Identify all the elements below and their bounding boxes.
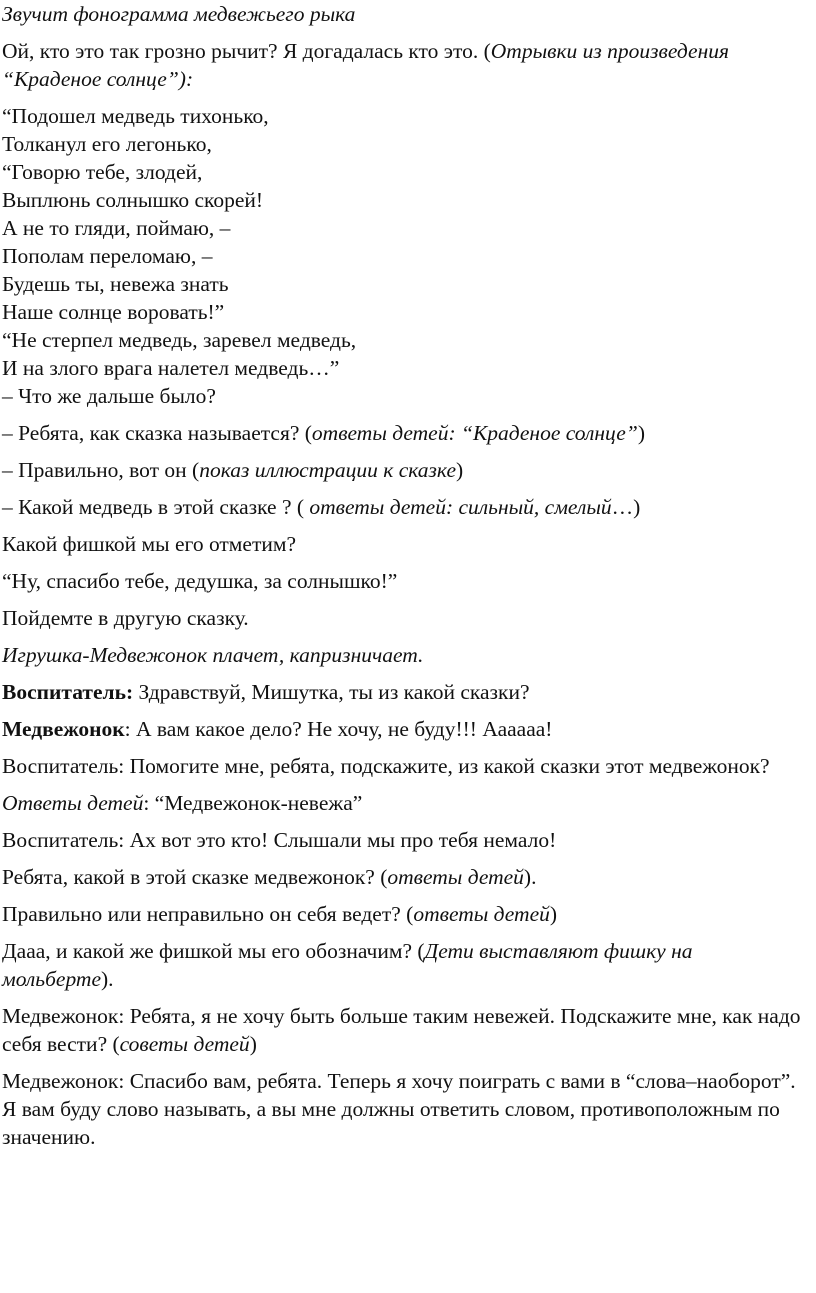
text: Ребята, какой в этой сказке медвежонок? (: [2, 865, 388, 889]
text-end: …): [611, 495, 641, 519]
text-end: ): [456, 458, 464, 482]
paragraph-bear-quality: [2, 493, 802, 521]
poem-line: Пополам переломаю, –: [2, 244, 213, 268]
text-end: ): [637, 421, 645, 445]
paragraph-illustration: [2, 456, 802, 484]
paragraph-question-title: [2, 419, 802, 447]
paragraph-cub-advice: [2, 1002, 802, 1058]
paragraph-next-tale: Пойдемте в другую сказку.: [2, 606, 249, 630]
speaker-label: Воспитатель:: [2, 680, 134, 704]
text-end: ).: [523, 865, 537, 889]
poem-line: “Не стерпел медведь, заревел медведь,: [2, 328, 357, 352]
italic-text: советы детей: [119, 1032, 250, 1056]
italic-text: ответы детей: [413, 902, 550, 926]
poem-line: “Говорю тебе, злодей,: [2, 160, 203, 184]
text: : А вам какое дело? Не хочу, не буду!!! Аааааа!: [124, 717, 553, 741]
italic-text: Дети выставляют фишку на мольберте: [2, 939, 693, 991]
text: – Правильно, вот он (: [2, 458, 200, 482]
italic-text: Ответы детей: [2, 791, 144, 815]
text-end: ): [549, 902, 558, 926]
italic-text: показ иллюстрации к сказке: [199, 458, 456, 482]
poem-line: “Подошел медведь тихонько,: [2, 104, 269, 128]
italic-text: ответы детей: [387, 865, 524, 889]
text: : “Медвежонок-невежа”: [143, 791, 363, 815]
stage-direction-toy: Игрушка-Медвежонок плачет, капризничает.: [2, 643, 424, 667]
text: Дааа, и какой же фишкой мы его обозначим? (: [2, 939, 425, 963]
text: – Какой медведь в этой сказке ? (: [2, 495, 310, 519]
poem-line: Будешь ты, невежа знать: [2, 272, 229, 296]
poem-line: А не то гляди, поймаю, –: [2, 216, 231, 240]
italic-text: ответы детей: сильный, смелый: [309, 495, 612, 519]
stage-direction-sound: Звучит фонограмма медвежьего рыка: [2, 2, 356, 26]
paragraph-chip-mark: [2, 937, 802, 993]
intro-italic: Отрывки из произведения “Краденое солнце”):: [2, 39, 729, 91]
poem-excerpt: [2, 102, 802, 410]
text: Правильно или неправильно он себя ведет? (: [2, 902, 414, 926]
poem-line: И на злого врага налетел медведь…”: [2, 356, 340, 380]
paragraph-thanks: “Ну, спасибо тебе, дедушка, за солнышко!”: [2, 569, 398, 593]
poem-line: – Что же дальше было?: [2, 384, 216, 408]
text: Здравствуй, Мишутка, ты из какой сказки?: [133, 680, 530, 704]
paragraph-behaviour: [2, 900, 802, 928]
paragraph-intro: [2, 37, 802, 93]
paragraph-children-answer: [2, 789, 802, 817]
paragraph-teacher-help: Воспитатель: Помогите мне, ребята, подскажите, из какой сказки этот медвежонок?: [2, 754, 770, 778]
paragraph-chip-question: Какой фишкой мы его отметим?: [2, 532, 296, 556]
intro-text: Ой, кто это так грозно рычит? Я догадалась кто это. (: [2, 39, 491, 63]
text: – Ребята, как сказка называется? (: [2, 421, 312, 445]
paragraph-bear-cub-reply: [2, 715, 802, 743]
italic-text: ответы детей: “Краденое солнце”: [311, 421, 638, 445]
text-end: ).: [101, 967, 114, 991]
paragraph-cub-quality: [2, 863, 802, 891]
text-end: ): [249, 1032, 257, 1056]
paragraph-game-intro: Медвежонок: Спасибо вам, ребята. Теперь я хочу поиграть с вами в “слова–наоборот”. Я вам буду слово называть, а вы мне должны ответить словом, противоположным по значению.: [2, 1069, 796, 1149]
paragraph-teacher-recognize: Воспитатель: Ах вот это кто! Слышали мы про тебя немало!: [2, 828, 557, 852]
poem-line: Толканул его легонько,: [2, 132, 212, 156]
paragraph-teacher-greeting: [2, 678, 802, 706]
poem-line: Выплюнь солнышко скорей!: [2, 188, 264, 212]
poem-line: Наше солнце воровать!”: [2, 300, 225, 324]
speaker-label: Медвежонок: [2, 717, 125, 741]
text: Медвежонок: Ребята, я не хочу быть больше таким невежей. Подскажите мне, как надо себя вести? (: [2, 1004, 801, 1056]
